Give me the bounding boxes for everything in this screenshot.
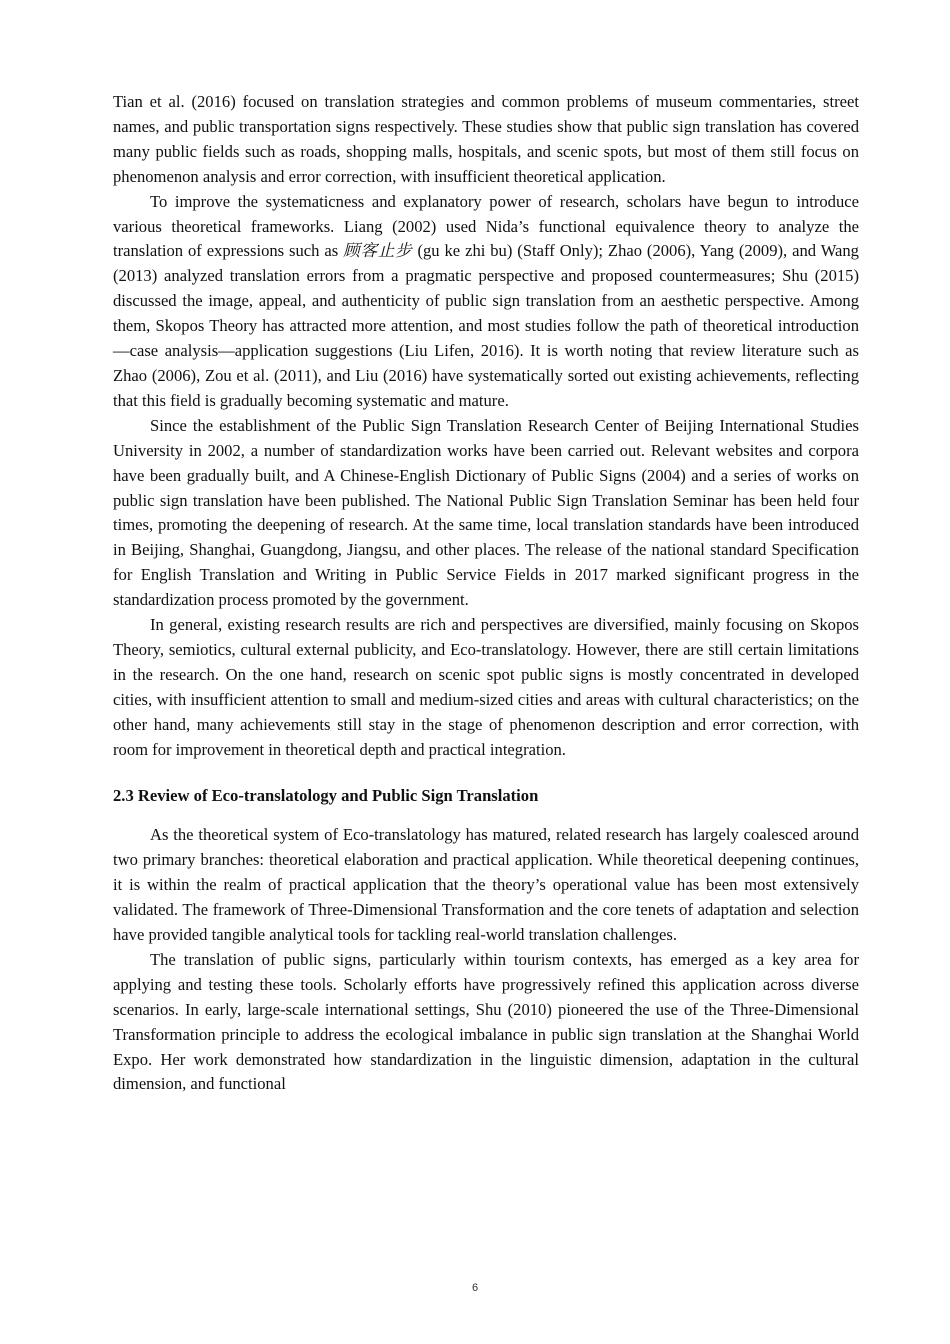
paragraph-text-part-1: To improve the systematicness and explanatory power of research, scholars have begun to introduce various theoretical frameworks. Liang (2002) used Nida’s functional equivalence theory to analyze the translation of expressions such as [113,191,859,261]
paragraph-theoretical-frameworks [113,190,859,414]
chinese-term: 顾客止步 [343,241,413,261]
section-heading: 2.3 Review of Eco-translatology and Public Sign Translation [113,786,539,806]
paragraph-standardization: Since the establishment of the Public Sign Translation Research Center of Beijing International Studies University in 2002, a number of standardization works have been carried out. Relevant websites and corpora have been gradually built, and A Chinese-English Dictionary of Public Signs (2004) and a series of works on public sign translation have been published. The National Public Sign Translation Seminar has been held four times, promoting the deepening of research. At the same time, local translation standards have been introduced in Beijing, Shanghai, Guangdong, Jiangsu, and other places. The release of the national standard Specification for English Translation and Writing in Public Service Fields in 2017 marked significant progress in the standardization process promoted by the government. [113,415,859,610]
paragraph-text-part-2: (gu ke zhi bu) (Staff Only); Zhao (2006), Yang (2009), and Wang (2013) analyzed translation errors from a pragmatic perspective and proposed countermeasures; Shu (2015) discussed the image, appeal, and authenticity of public sign translation from an aesthetic perspective. Among them, Skopos Theory has attracted more attention, and most studies follow the path of theoretical introduction—case analysis—application suggestions (Liu Lifen, 2016). It is worth noting that review literature such as Zhao (2006), Zou et al. (2011), and Liu (2016) have systematically sorted out existing achievements, reflecting that this field is gradually becoming systematic and mature. [113,241,859,410]
paragraph-summary: In general, existing research results are rich and perspectives are diversified, mainly focusing on Skopos Theory, semiotics, cultural external publicity, and Eco-translatology. However, there are still certain limitations in the research. On the one hand, research on scenic spot public signs is mostly concentrated in developed cities, with insufficient attention to small and medium-sized cities and areas with cultural characteristics; on the other hand, many achievements still stay in the stage of phenomenon description and error correction, with room for improvement in theoretical depth and practical integration. [113,615,859,759]
page-body [113,90,859,1097]
page-number: 6 [471,1282,479,1294]
paragraph-public-signs: The translation of public signs, particularly within tourism contexts, has emerged as a key area for applying and testing these tools. Scholarly efforts have progressively refined this application across diverse scenarios. In early, large-scale international settings, Shu (2010) pioneered the use of the Three-Dimensional Transformation principle to address the ecological imbalance in public sign translation at the Shanghai World Expo. Her work demonstrated how standardization in the linguistic dimension, adaptation in the cultural dimension, and functional [113,949,859,1094]
paragraph-eco-translatology: As the theoretical system of Eco-translatology has matured, related research has largely coalesced around two primary branches: theoretical elaboration and practical application. While theoretical deepening continues, it is within the realm of practical application that the theory’s operational value has been most extensively validated. The framework of Three-Dimensional Transformation and the core tenets of adaptation and selection have provided tangible analytical tools for tackling real-world translation challenges. [113,825,859,944]
paragraph-continuation: Tian et al. (2016) focused on translation strategies and common problems of museum commentaries, street names, and public transportation signs respectively. These studies show that public sign translation has covered many public fields such as roads, shopping malls, hospitals, and scenic spots, but most of them still focus on phenomenon analysis and error correction, with insufficient theoretical application. [113,92,859,186]
